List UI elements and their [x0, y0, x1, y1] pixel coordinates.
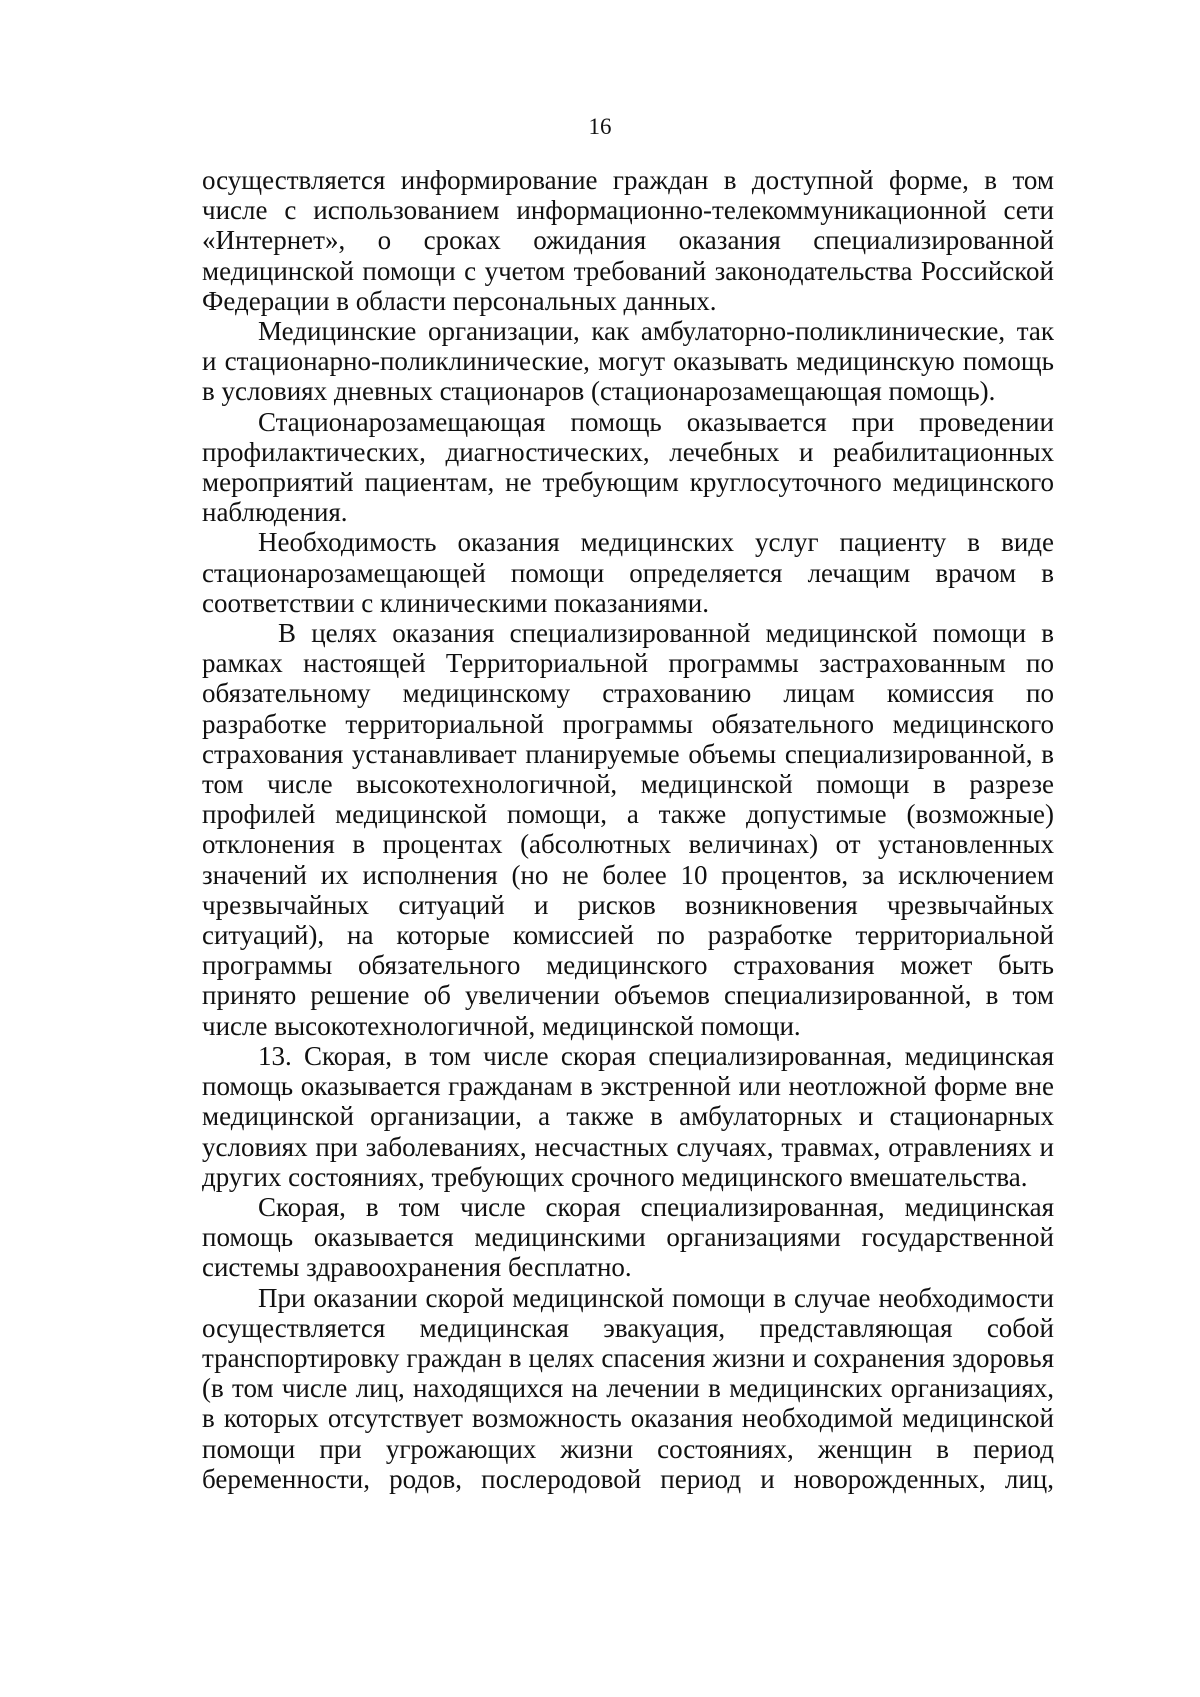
paragraph-continuation: осуществляется информирование граждан в доступной форме, в том числе с использованием информационно-телекоммуникационной сети «Интернет», о сроках ожидания оказания специализированной медицинской помощи с учетом требований законодательства Российской Федерации в области персональных данных. [202, 165, 1054, 316]
document-body [202, 165, 1054, 1494]
paragraph-item-13-emergency-care: 13. Скорая, в том числе скорая специализированная, медицинская помощь оказывается гражданам в экстренной или неотложной форме вне медицинской организации, а также в амбулаторных и стационарных условиях при заболеваниях, несчастных случаях, травмах, отравлениях и других состояниях, требующих срочного медицинского вмешательства. [202, 1040, 1054, 1192]
page-number: 16 [588, 114, 612, 139]
paragraph-inpatient-substitute-care: Стационарозамещающая помощь оказывается при проведении профилактических, диагностических, лечебных и реабилитационных мероприятий пациентам, не требующим круглосуточного медицинского наблюдения. [202, 406, 1054, 528]
paragraph-medical-evacuation: При оказании скорой медицинской помощи в случае необходимости осуществляется медицинская эвакуация, представляющая собой транспортировку граждан в целях спасения жизни и сохранения здоровья (в том числе лиц, находящихся на лечении в медицинских организациях, в которых отсутствует возможность оказания необходимой медицинской помощи при угрожающих жизни состояниях, женщин в период беременности, родов, послеродовой период и новорожденных, лиц, [202, 1282, 1054, 1494]
paragraph-necessity: Необходимость оказания медицинских услуг пациенту в виде стационарозамещающей помощи определяется лечащим врачом в соответствии с клиническими показаниями. [202, 527, 1054, 618]
paragraph-day-hospitals: Медицинские организации, как амбулаторно-поликлинические, так и стационарно-поликлинические, могут оказывать медицинскую помощь в условиях дневных стационаров (стационарозамещающая помощь). [202, 316, 1054, 407]
paragraph-specialized-care-volumes: В целях оказания специализированной медицинской помощи в рамках настоящей Территориальной программы застрахованным по обязательному медицинскому страхованию лицам комиссия по разработке территориальной программы обязательного медицинского страхования устанавливает планируемые объемы специализированной, в том числе высокотехнологичной, медицинской помощи в разрезе профилей медицинской помощи, а также допустимые (возможные) отклонения в процентах (абсолютных величинах) от установленных значений их исполнения (но не более 10 процентов, за исключением чрезвычайных ситуаций и рисков возникновения чрезвычайных ситуаций), на которые комиссией по разработке территориальной программы обязательного медицинского страхования может быть принято решение об увеличении объемов специализированной, в том числе высокотехнологичной, медицинской помощи. [202, 618, 1054, 1041]
paragraph-emergency-care-free: Скорая, в том числе скорая специализированная, медицинская помощь оказывается медицинскими организациями государственной системы здравоохранения бесплатно. [202, 1191, 1054, 1283]
